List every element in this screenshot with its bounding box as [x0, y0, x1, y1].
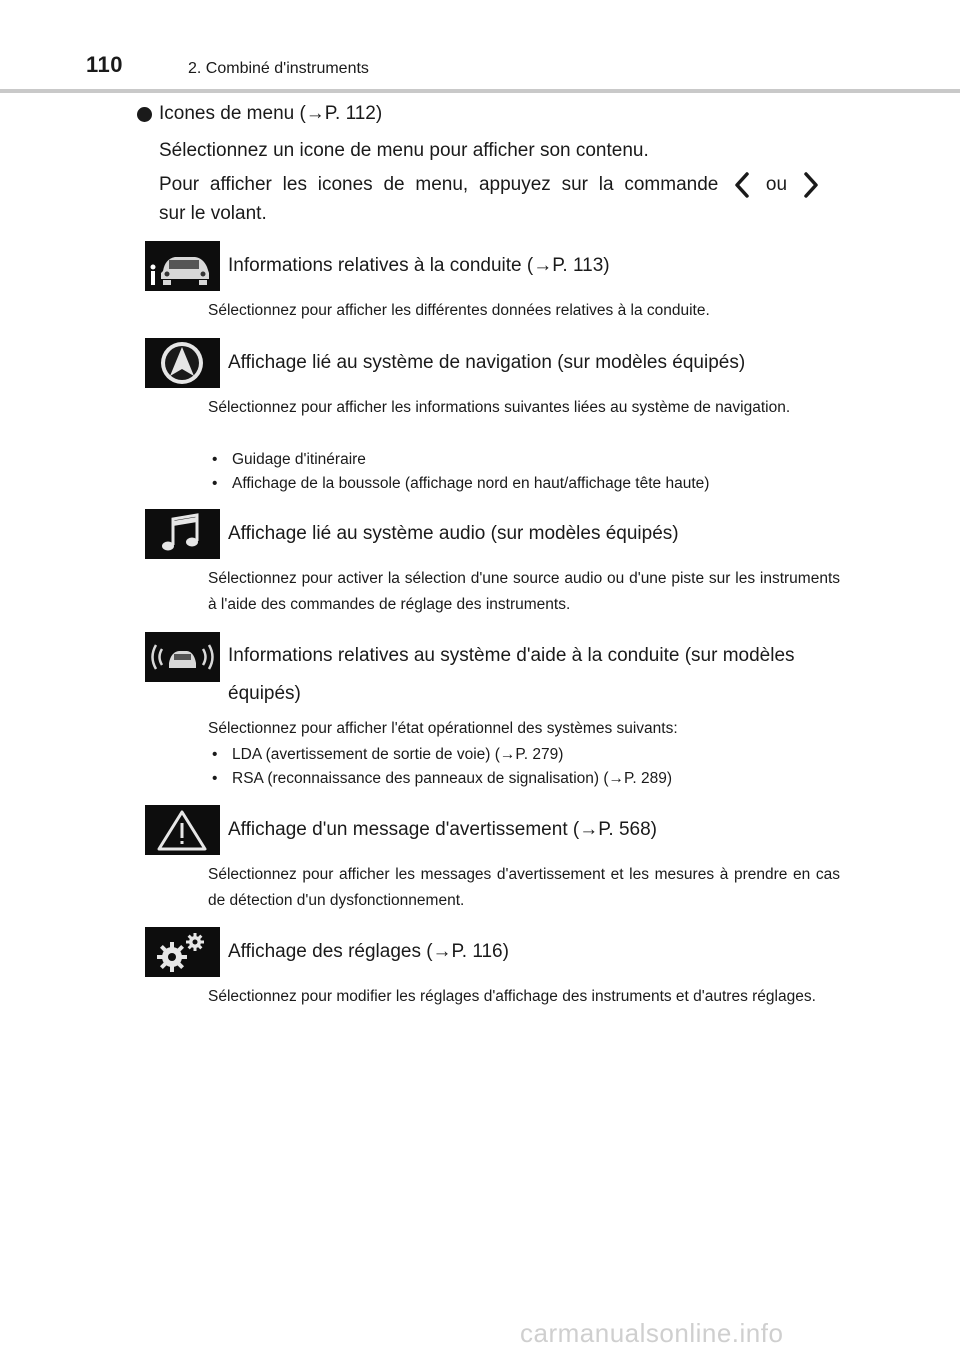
list-item: • LDA (avertissement de sortie de voie) (→P. 279) [212, 743, 672, 767]
settings-description: Sélectionnez pour modifier les réglages d'affichage des instruments et d'autres réglages. [208, 988, 816, 1005]
warning-triangle-icon [145, 805, 220, 855]
intro-line-1: Sélectionnez un icone de menu pour afficher son contenu. [159, 140, 649, 161]
driving-support-bullet-list [212, 743, 672, 791]
list-item: • RSA (reconnaissance des panneaux de signalisation) (→P. 289) [212, 767, 672, 791]
navigation-description: Sélectionnez pour afficher les informations suivantes liées au système de navigation. [208, 399, 791, 416]
header-rule [0, 89, 960, 93]
or-word: ou [765, 174, 788, 195]
watermark: carmanualsonline.info [520, 1318, 784, 1348]
settings-gears-icon [145, 927, 220, 977]
list-item: • Affichage de la boussole (affichage nord en haut/affichage tête haute) [212, 472, 709, 496]
driving-info-car-icon [145, 241, 220, 291]
page-header [0, 0, 960, 95]
chevron-right-icon [798, 170, 824, 200]
navigation-title: Affichage lié au système de navigation (sur modèles équipés) [228, 352, 746, 373]
driving-info-title: Informations relatives à la conduite (→P. 113) [228, 255, 610, 276]
intro-line-2: Pour afficher les icones de menu, appuyez sur la commande ou [159, 170, 824, 200]
menu-icons-heading: Icones de menu (→P. 112) [159, 103, 383, 124]
chevron-left-icon [729, 170, 755, 200]
settings-title: Affichage des réglages (→P. 116) [228, 941, 509, 962]
driving-support-description: Sélectionnez pour afficher l'état opérationnel des systèmes suivants: [208, 720, 678, 737]
driving-support-car-waves-icon [145, 632, 220, 682]
list-item: • Guidage d'itinéraire [212, 448, 709, 472]
page-number: 110 [86, 52, 123, 77]
warning-description: Sélectionnez pour afficher les messages d'avertissement et les mesures à prendre en cas de détection d'un dysfonctionnement. [208, 866, 840, 909]
audio-description: Sélectionnez pour activer la sélection d'une source audio ou d'une piste sur les instruments à l'aide des commandes de réglage des instruments. [208, 570, 840, 613]
section-title: 2. Combiné d'instruments [188, 60, 369, 77]
driving-info-description: Sélectionnez pour afficher les différentes données relatives à la conduite. [208, 302, 710, 319]
music-note-icon [145, 509, 220, 559]
navigation-arrow-icon [145, 338, 220, 388]
navigation-bullet-list [212, 448, 709, 496]
intro-line-3: sur le volant. [159, 203, 267, 224]
audio-title: Affichage lié au système audio (sur modèles équipés) [228, 523, 679, 544]
driving-support-title: Informations relatives au système d'aide à la conduite (sur modèles équipés) [228, 645, 795, 704]
warning-title: Affichage d'un message d'avertissement (→P. 568) [228, 819, 658, 840]
bullet-icon [137, 107, 152, 122]
